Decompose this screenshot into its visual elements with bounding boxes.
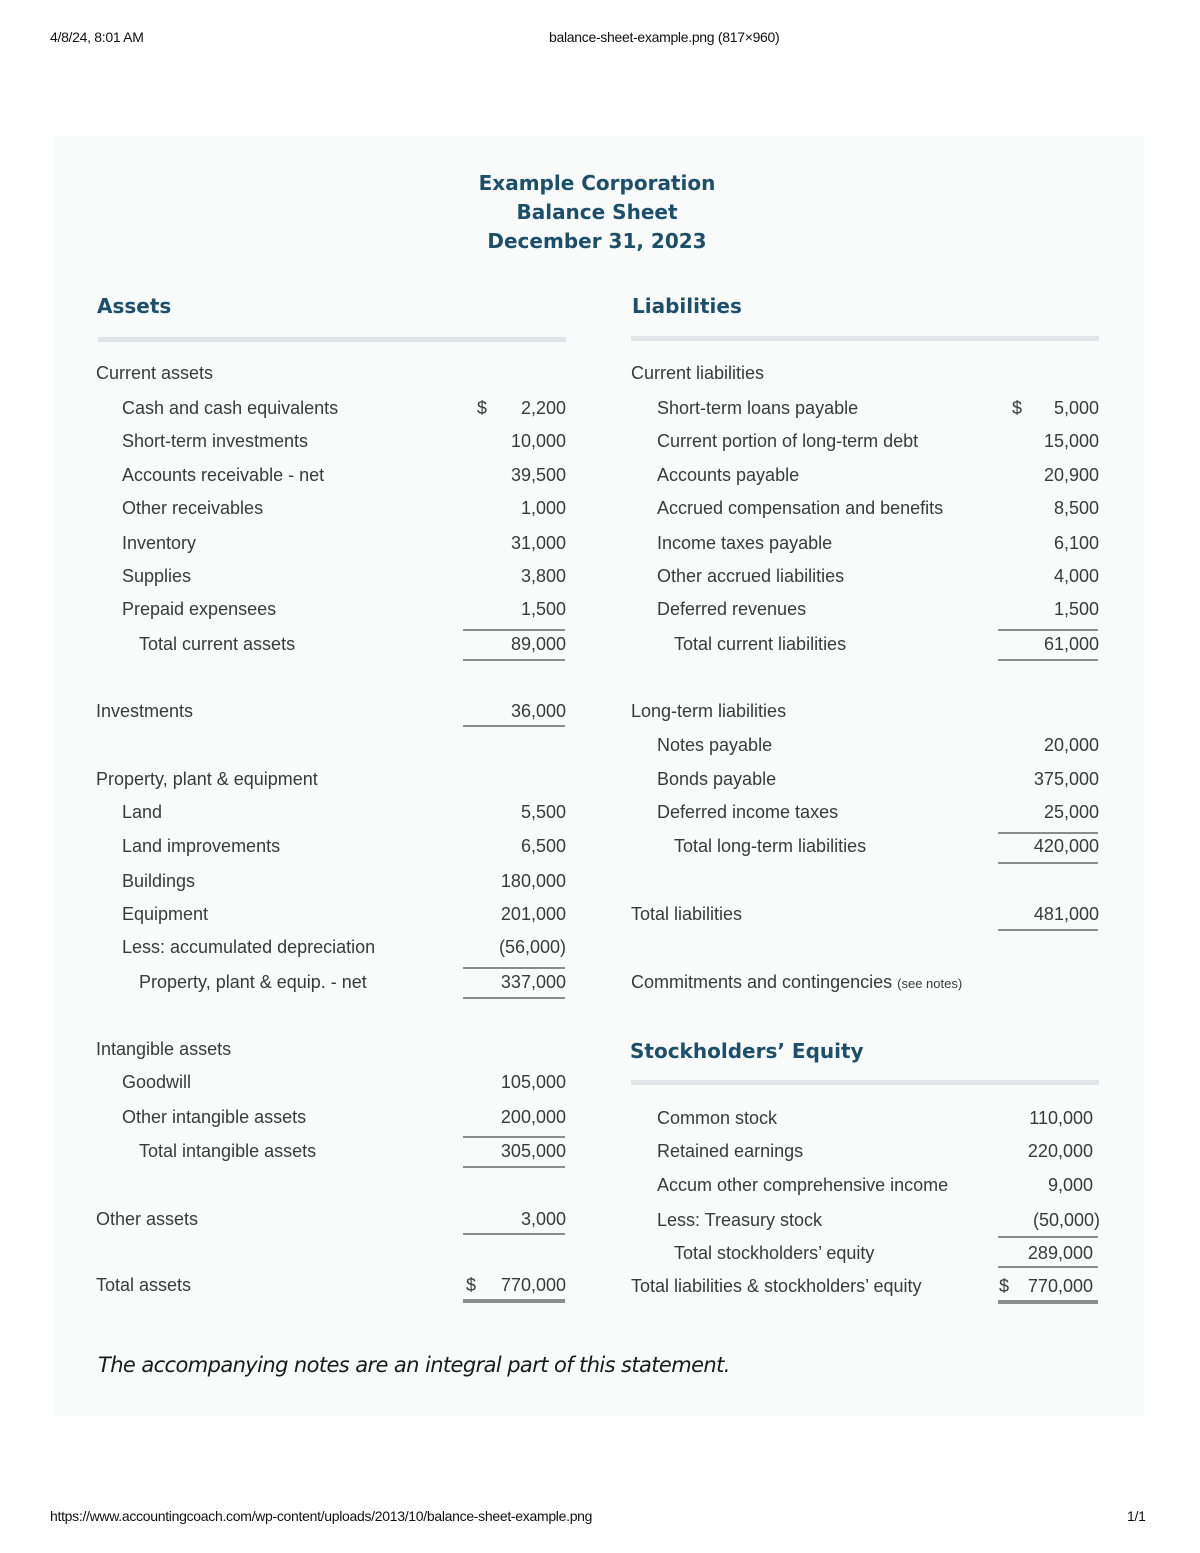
intangible-label: Intangible assets — [96, 1039, 232, 1059]
asset-item-label: Cash and cash equivalents — [122, 398, 339, 418]
asset-item-label: Inventory — [122, 533, 197, 553]
equity-rule — [631, 1080, 1099, 1085]
total-liabilities-label: Total liabilities — [631, 904, 743, 924]
equity-heading: Stockholders’ Equity — [630, 1039, 864, 1063]
grand-total-rule — [463, 1299, 565, 1303]
asset-item-value: 3,800 — [520, 566, 566, 586]
lt-liability-item-label: Bonds payable — [657, 769, 777, 789]
print-page-number: 1/1 — [1127, 1508, 1146, 1524]
other-assets-value: 3,000 — [520, 1209, 566, 1229]
total-rule — [463, 659, 565, 661]
print-datetime: 4/8/24, 8:01 AM — [50, 29, 144, 45]
intangible-item-label: Other intangible assets — [122, 1107, 307, 1127]
liability-item-label: Deferred revenues — [657, 599, 807, 619]
equity-item-label: Accum other comprehensive income — [657, 1175, 949, 1195]
intangible-item-label: Goodwill — [122, 1072, 192, 1092]
grand-total-rule — [998, 1300, 1098, 1304]
asset-item-label: Supplies — [122, 566, 192, 586]
liability-item-value: 15,000 — [1043, 431, 1099, 451]
total-assets-value: 770,000 — [500, 1275, 566, 1295]
ppe-net-value: 337,000 — [500, 972, 566, 992]
equity-item-value: 220,000 — [1027, 1141, 1093, 1161]
lt-liability-item-value: 20,000 — [1043, 735, 1099, 755]
total-long-term-label: Total long-term liabilities — [674, 836, 867, 856]
asset-item-value: 1,500 — [520, 599, 566, 619]
intangible-item-value: 105,000 — [500, 1072, 566, 1092]
currency-symbol: $ — [477, 398, 488, 418]
currency-symbol: $ — [1012, 398, 1023, 418]
asset-item-label: Prepaid expensees — [122, 599, 277, 619]
ppe-net-label: Property, plant & equip. - net — [139, 972, 367, 992]
asset-item-value: 39,500 — [510, 465, 566, 485]
total-assets-label: Total assets — [96, 1275, 192, 1295]
currency-symbol: $ — [999, 1276, 1010, 1296]
total-long-term-value: 420,000 — [1033, 836, 1099, 856]
subtotal-rule — [998, 1236, 1098, 1238]
ppe-item-label: Less: accumulated depreciation — [122, 937, 376, 957]
equity-item-value: (50,000) — [1032, 1210, 1100, 1230]
liability-item-value: 5,000 — [1053, 398, 1099, 418]
subtotal-rule — [463, 629, 565, 631]
assets-heading: Assets — [97, 294, 172, 318]
total-equity-value: 289,000 — [1027, 1243, 1093, 1263]
ppe-item-value: (56,000) — [498, 937, 566, 957]
liabilities-rule — [631, 336, 1099, 341]
currency-symbol: $ — [466, 1275, 477, 1295]
liability-item-label: Accounts payable — [657, 465, 800, 485]
asset-item-label: Accounts receivable - net — [122, 465, 325, 485]
total-rule — [463, 725, 565, 727]
liability-item-label: Income taxes payable — [657, 533, 833, 553]
liability-item-label: Accrued compensation and benefits — [657, 498, 944, 518]
ppe-item-value: 5,500 — [520, 802, 566, 822]
asset-item-value: 1,000 — [520, 498, 566, 518]
equity-item-label: Less: Treasury stock — [657, 1210, 823, 1230]
asset-item-value: 2,200 — [520, 398, 566, 418]
liability-item-label: Current portion of long-term debt — [657, 431, 919, 451]
ppe-item-value: 6,500 — [520, 836, 566, 856]
ppe-item-value: 201,000 — [500, 904, 566, 924]
total-rule — [998, 929, 1098, 931]
asset-item-value: 10,000 — [510, 431, 566, 451]
total-liabilities-value: 481,000 — [1033, 904, 1099, 924]
lt-liability-item-value: 375,000 — [1033, 769, 1099, 789]
ppe-item-label: Land — [122, 802, 163, 822]
subtotal-rule — [998, 629, 1098, 631]
equity-item-value: 110,000 — [1029, 1108, 1093, 1128]
total-intangible-label: Total intangible assets — [139, 1141, 317, 1161]
subtotal-rule — [998, 832, 1098, 834]
ppe-item-value: 180,000 — [500, 871, 566, 891]
long-term-liabilities-label: Long-term liabilities — [631, 701, 787, 721]
total-rule — [998, 862, 1098, 864]
asset-item-label: Short-term investments — [122, 431, 309, 451]
total-current-liabilities-value: 61,000 — [1043, 634, 1099, 654]
total-equity-label: Total stockholders’ equity — [674, 1243, 875, 1263]
total-current-assets-label: Total current assets — [139, 634, 296, 654]
subtotal-rule — [463, 967, 565, 969]
see-notes-text: (see notes) — [897, 976, 963, 991]
equity-item-label: Retained earnings — [657, 1141, 804, 1161]
lt-liability-item-label: Notes payable — [657, 735, 773, 755]
total-intangible-value: 305,000 — [500, 1141, 566, 1161]
total-liabilities-equity-value: 770,000 — [1027, 1276, 1093, 1296]
lt-liability-item-value: 25,000 — [1043, 802, 1099, 822]
total-current-assets-value: 89,000 — [510, 634, 566, 654]
liability-item-value: 8,500 — [1053, 498, 1099, 518]
asset-item-label: Other receivables — [122, 498, 264, 518]
print-url[interactable]: https://www.accountingcoach.com/wp-content/uploads/2013/10/balance-sheet-example.png — [50, 1508, 593, 1524]
liability-item-label: Short-term loans payable — [657, 398, 859, 418]
investments-value: 36,000 — [510, 701, 566, 721]
liability-item-value: 4,000 — [1053, 566, 1099, 586]
ppe-item-label: Equipment — [122, 904, 209, 924]
lt-liability-item-label: Deferred income taxes — [657, 802, 839, 822]
investments-label: Investments — [96, 701, 194, 721]
statement-date: December 31, 2023 — [487, 229, 707, 253]
current-liabilities-label: Current liabilities — [631, 363, 765, 383]
other-assets-label: Other assets — [96, 1209, 199, 1229]
commitments-text: Commitments and contingencies — [631, 972, 893, 992]
total-current-liabilities-label: Total current liabilities — [674, 634, 847, 654]
liabilities-heading: Liabilities — [632, 294, 742, 318]
asset-item-value: 31,000 — [510, 533, 566, 553]
total-rule — [998, 659, 1098, 661]
total-rule — [998, 1266, 1098, 1268]
equity-item-value: 9,000 — [1047, 1175, 1093, 1195]
commitments-label — [631, 972, 962, 993]
print-doc-title: balance-sheet-example.png (817×960) — [549, 29, 780, 45]
total-liabilities-equity-label: Total liabilities & stockholders’ equity — [631, 1276, 922, 1296]
total-rule — [463, 1166, 565, 1168]
total-rule — [463, 997, 565, 999]
subtotal-rule — [463, 1136, 565, 1138]
liability-item-value: 1,500 — [1053, 599, 1099, 619]
company-name: Example Corporation — [478, 171, 716, 195]
total-rule — [463, 1233, 565, 1235]
equity-item-label: Common stock — [657, 1108, 778, 1128]
ppe-item-label: Land improvements — [122, 836, 281, 856]
statement-title: Balance Sheet — [516, 200, 678, 224]
intangible-item-value: 200,000 — [500, 1107, 566, 1127]
liability-item-value: 20,900 — [1043, 465, 1099, 485]
liability-item-value: 6,100 — [1053, 533, 1099, 553]
ppe-item-label: Buildings — [122, 871, 196, 891]
footnote: The accompanying notes are an integral part of this statement. — [98, 1353, 730, 1377]
liability-item-label: Other accrued liabilities — [657, 566, 845, 586]
current-assets-label: Current assets — [96, 363, 214, 383]
assets-rule — [98, 337, 566, 342]
ppe-label: Property, plant & equipment — [96, 769, 318, 789]
